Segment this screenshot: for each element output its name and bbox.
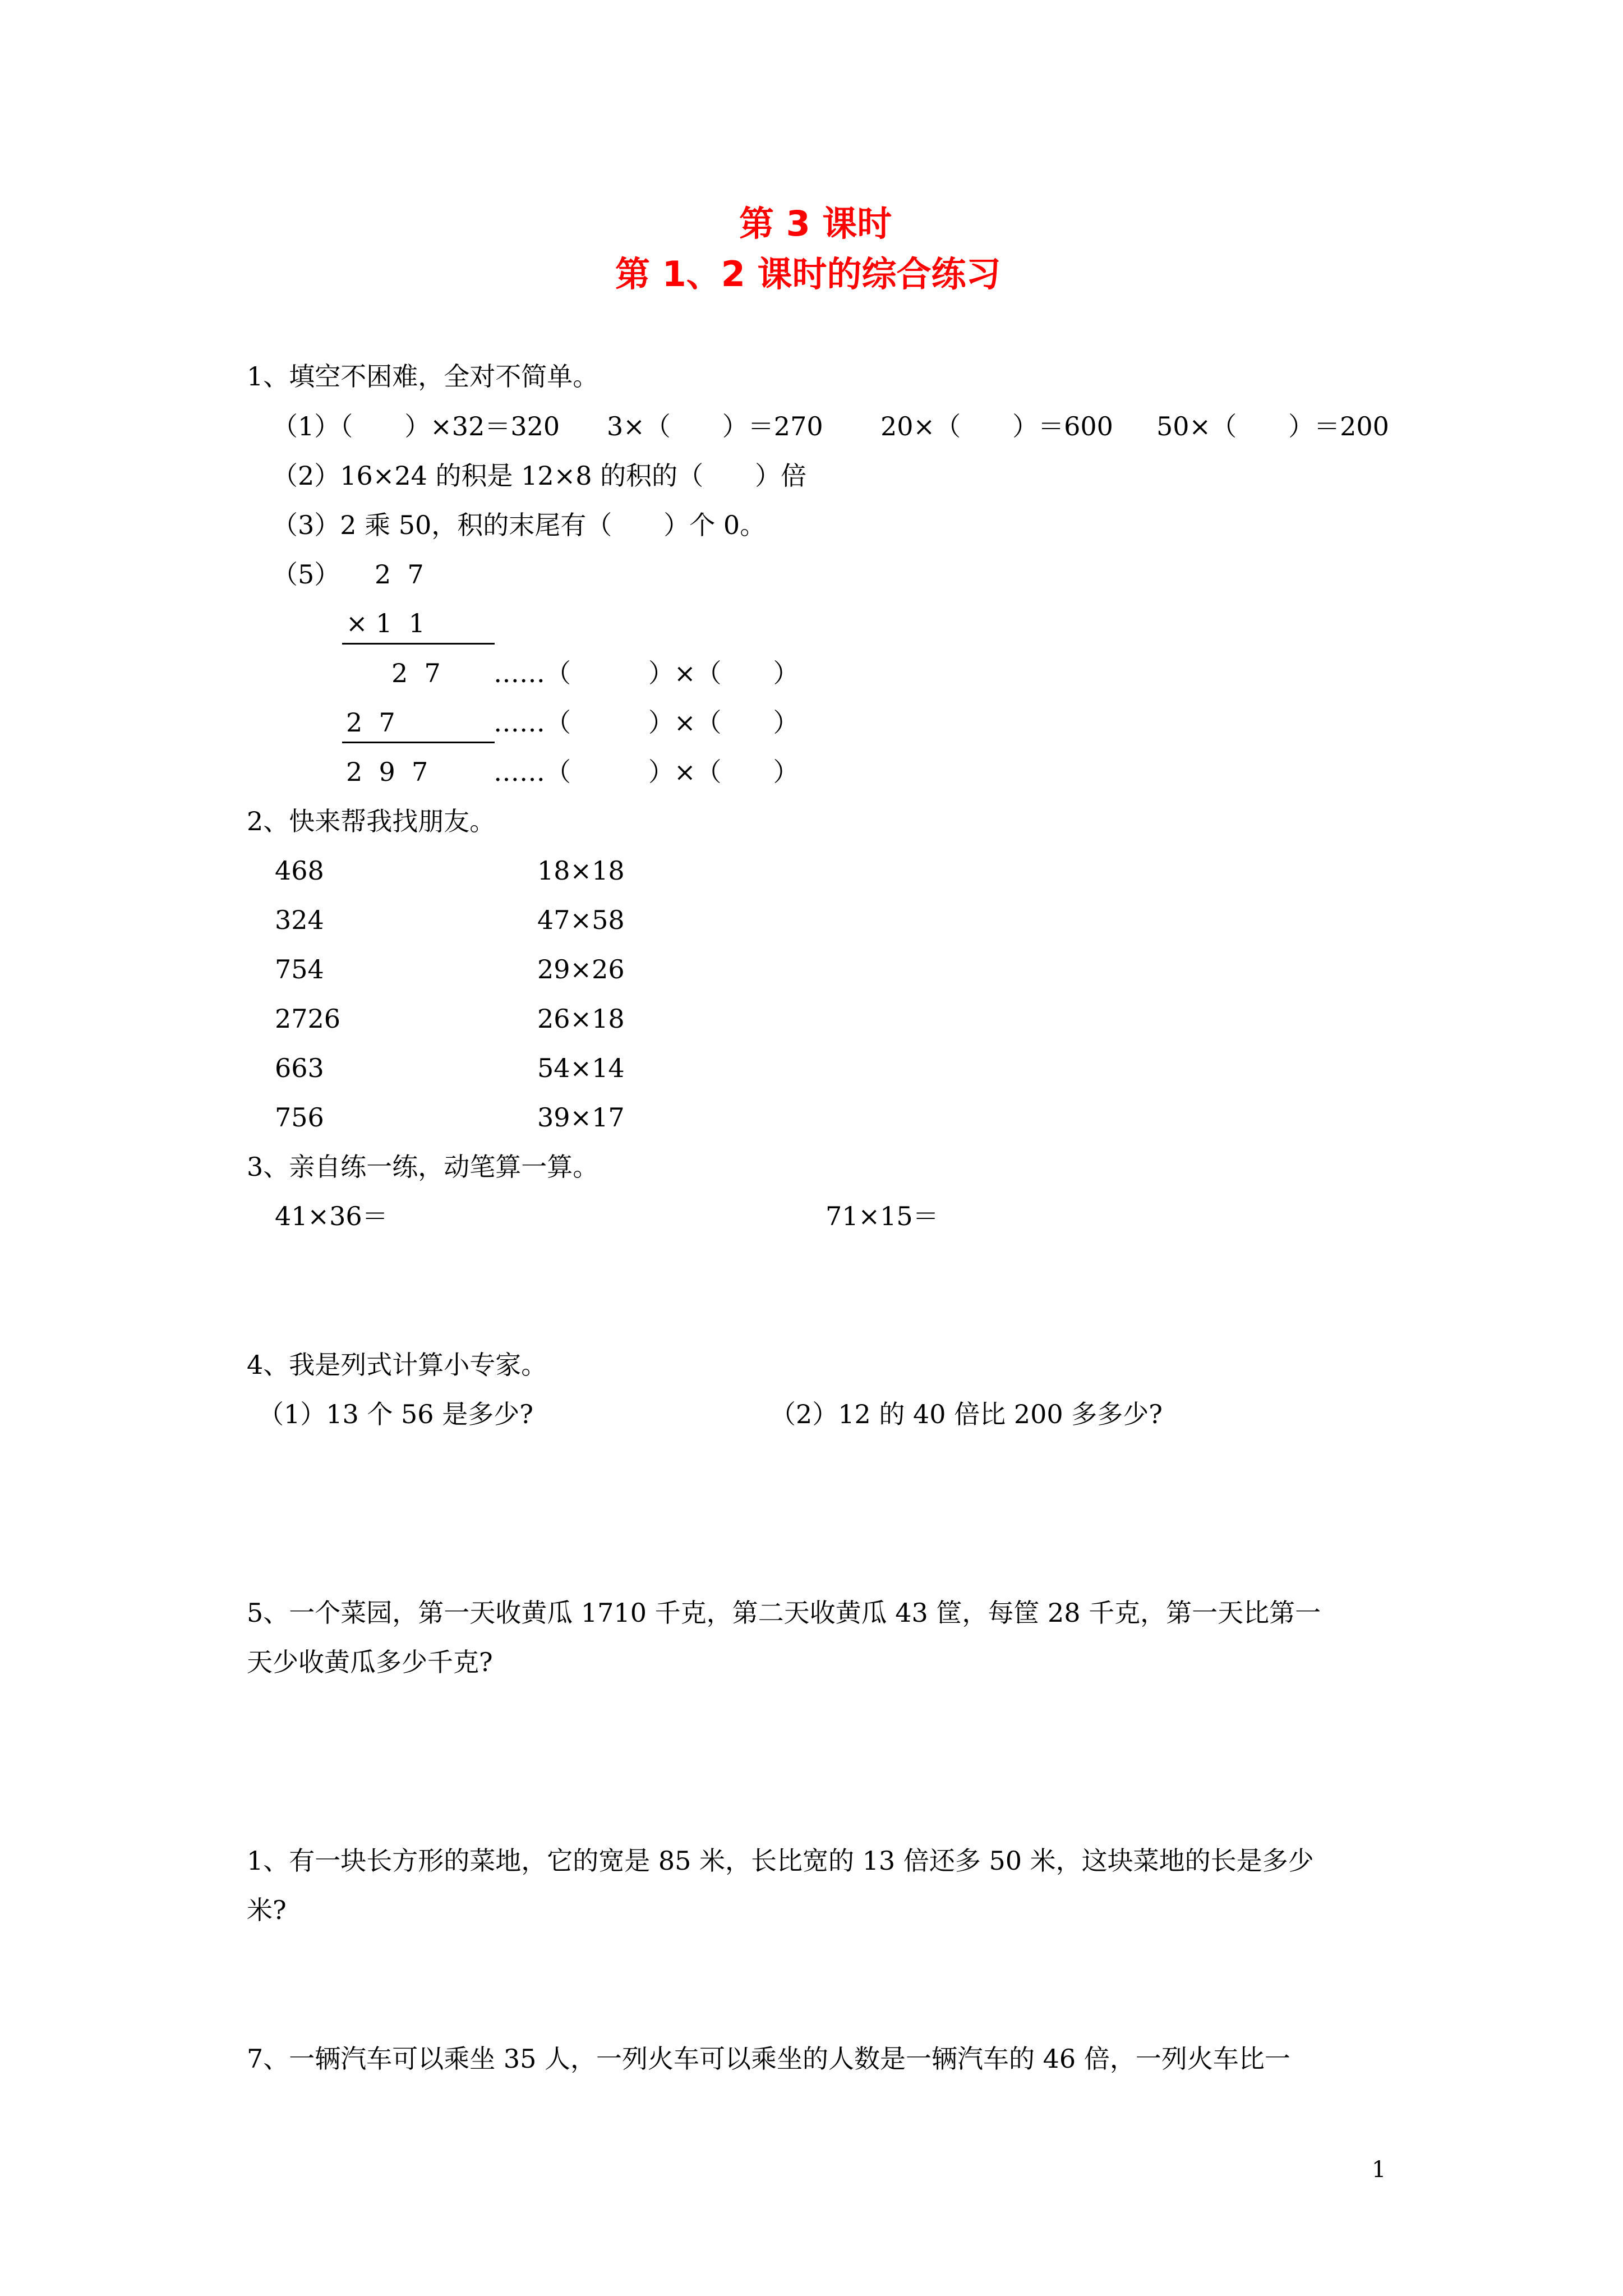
q2-heading: 2、快来帮我找朋友。 xyxy=(247,806,496,836)
list-item-expression: 26×18 xyxy=(537,1004,625,1034)
q1-part1-c: 20×（ ）＝600 xyxy=(880,411,1113,441)
vertical-row-multiplier: × 1 1 xyxy=(346,608,425,638)
q4-part-a: （1）13 个 56 是多少? xyxy=(258,1399,533,1429)
lesson-topic-title: 第 1、2 课时的综合练习 xyxy=(615,254,1001,295)
list-item-number: 663 xyxy=(275,1053,324,1083)
vertical-underline-1 xyxy=(342,643,495,645)
vertical-row-product: 2 9 7 xyxy=(346,757,428,787)
q1-part1-d: 50×（ ）＝200 xyxy=(1156,411,1389,441)
q4-heading: 4、我是列式计算小专家。 xyxy=(247,1350,547,1380)
q1-heading: 1、填空不困难，全对不简单。 xyxy=(247,361,599,392)
vertical-blank-2: ……（ ）×（ ） xyxy=(494,707,799,738)
q5-text-line2: 天少收黄瓜多少千克? xyxy=(247,1647,493,1677)
list-item-number: 468 xyxy=(275,855,324,886)
list-item-number: 754 xyxy=(275,954,324,984)
q1-part1-a: （1）（ ）×32＝320 xyxy=(272,411,560,441)
list-item-expression: 54×14 xyxy=(537,1053,625,1083)
vertical-row-partial-2: 2 7 xyxy=(346,707,395,738)
q4-part-b: （2）12 的 40 倍比 200 多多少? xyxy=(770,1399,1163,1429)
q3-heading: 3、亲自练一练，动笔算一算。 xyxy=(247,1152,599,1182)
list-item-expression: 39×17 xyxy=(537,1102,625,1133)
list-item-number: 756 xyxy=(275,1102,324,1133)
q5-text-line1: 5、一个菜园，第一天收黄瓜 1710 千克，第二天收黄瓜 43 筐，每筐 28 千克，第一天比第一 xyxy=(247,1598,1321,1628)
list-item-number: 2726 xyxy=(275,1004,341,1034)
list-item-expression: 47×58 xyxy=(537,905,625,935)
page-number: 1 xyxy=(1372,2157,1386,2183)
list-item-expression: 18×18 xyxy=(537,855,625,886)
q1-part2: （2）16×24 的积是 12×8 的积的（ ）倍 xyxy=(272,461,807,491)
q3-expression-b: 71×15＝ xyxy=(826,1201,939,1231)
q1-part3: （3）2 乘 50，积的末尾有（ ）个 0。 xyxy=(272,510,766,540)
vertical-blank-3: ……（ ）×（ ） xyxy=(494,757,799,787)
vertical-row-partial-1: 2 7 xyxy=(391,658,441,688)
vertical-underline-2 xyxy=(342,742,495,743)
q1-part1-b: 3×（ ）＝270 xyxy=(607,411,823,441)
q1-part5-label: （5） xyxy=(272,559,340,590)
q6-text-line2: 米? xyxy=(247,1895,287,1925)
list-item-expression: 29×26 xyxy=(537,954,625,984)
q7-text-line1: 7、一辆汽车可以乘坐 35 人，一列火车可以乘坐的人数是一辆汽车的 46 倍，一列火车比一 xyxy=(247,2044,1290,2074)
vertical-blank-1: ……（ ）×（ ） xyxy=(494,658,799,688)
q6-text-line1: 1、有一块长方形的菜地，它的宽是 85 米，长比宽的 13 倍还多 50 米，这块菜地的长是多少 xyxy=(247,1846,1314,1876)
lesson-number-title: 第 3 课时 xyxy=(739,203,892,244)
vertical-row-multiplicand: 2 7 xyxy=(375,559,424,590)
q3-expression-a: 41×36＝ xyxy=(275,1201,388,1231)
list-item-number: 324 xyxy=(275,905,324,935)
